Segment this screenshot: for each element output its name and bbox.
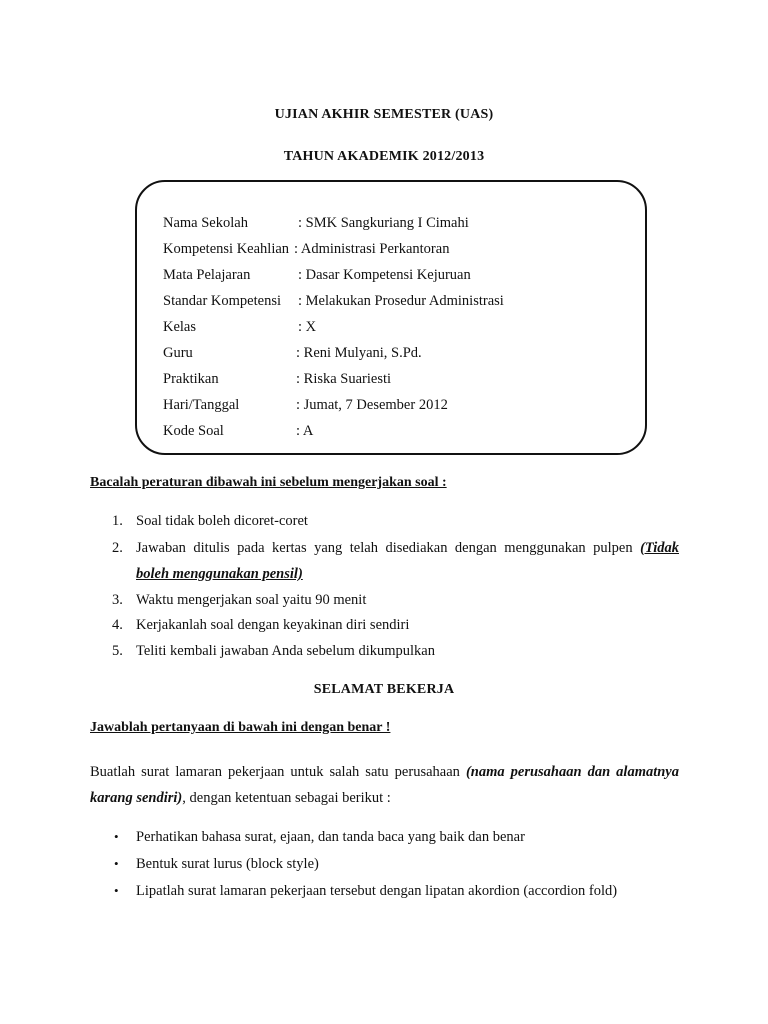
rule-number: 4. bbox=[112, 617, 123, 633]
requirement-item bbox=[0, 881, 768, 901]
rule-number: 2. bbox=[112, 540, 123, 556]
bullet-icon: • bbox=[114, 856, 119, 871]
info-label: Kode Soal bbox=[163, 423, 224, 439]
rule-text: Soal tidak boleh dicoret-coret bbox=[136, 513, 308, 529]
question-emphasis: (nama perusahaan dan alamatnya bbox=[465, 764, 679, 780]
info-row-standard bbox=[163, 291, 504, 311]
bullet-icon: • bbox=[114, 829, 119, 844]
info-value: : Administrasi Perkantoran bbox=[294, 241, 450, 257]
rule-item bbox=[0, 538, 768, 558]
info-value: : X bbox=[298, 319, 317, 335]
question-paragraph-line2 bbox=[90, 788, 391, 808]
info-row-practitioner bbox=[163, 369, 392, 389]
requirement-item bbox=[0, 827, 768, 847]
info-label: Kompetensi Keahlian bbox=[163, 241, 290, 257]
requirement-text: Lipatlah surat lamaran pekerjaan tersebut dengan lipatan akordion (accordion fold) bbox=[136, 883, 618, 899]
info-value: : Reni Mulyani, S.Pd. bbox=[296, 345, 422, 361]
requirement-text: Bentuk surat lurus (block style) bbox=[136, 856, 319, 872]
info-row-school bbox=[163, 213, 469, 233]
info-value: : A bbox=[296, 423, 314, 439]
closing-text: SELAMAT BEKERJA bbox=[313, 682, 455, 697]
info-value: : Melakukan Prosedur Administrasi bbox=[298, 293, 504, 309]
info-label: Kelas bbox=[163, 319, 197, 335]
info-label: Guru bbox=[163, 345, 193, 361]
info-row-date bbox=[163, 395, 448, 415]
rule-text: Kerjakanlah soal dengan keyakinan diri sendiri bbox=[136, 617, 410, 633]
rule-item-continuation bbox=[136, 564, 303, 584]
rule-number: 3. bbox=[112, 592, 123, 608]
question-text: Buatlah surat lamaran pekerjaan untuk salah satu perusahaan bbox=[90, 764, 460, 780]
info-row-teacher bbox=[163, 343, 422, 363]
question-text: , dengan ketentuan sebagai berikut : bbox=[182, 790, 391, 806]
rule-text: Teliti kembali jawaban Anda sebelum dikumpulkan bbox=[136, 643, 435, 659]
rule-text-main: Jawaban ditulis pada kertas yang telah disediakan dengan menggunakan pulpen bbox=[136, 540, 633, 556]
info-row-code bbox=[163, 421, 314, 441]
exam-title: UJIAN AKHIR SEMESTER (UAS) bbox=[274, 107, 494, 122]
bullet-icon: • bbox=[114, 883, 119, 898]
requirement-item bbox=[0, 854, 768, 874]
requirement-text: Perhatikan bahasa surat, ejaan, dan tanda baca yang baik dan benar bbox=[136, 829, 525, 845]
rules-heading: Bacalah peraturan dibawah ini sebelum mengerjakan soal : bbox=[90, 475, 447, 490]
rule-item bbox=[0, 590, 768, 610]
info-label: Hari/Tanggal bbox=[163, 397, 240, 413]
rule-emphasis: (Tidak bbox=[640, 540, 679, 556]
info-label: Nama Sekolah bbox=[163, 215, 248, 231]
question-heading: Jawablah pertanyaan di bawah ini dengan benar ! bbox=[90, 720, 391, 735]
info-row-subject bbox=[163, 265, 471, 285]
rule-item bbox=[0, 615, 768, 635]
rule-item bbox=[0, 641, 768, 661]
info-label: Mata Pelajaran bbox=[163, 267, 251, 283]
info-row-competency bbox=[163, 239, 450, 259]
info-value: : SMK Sangkuriang I Cimahi bbox=[298, 215, 469, 231]
rule-text: Waktu mengerjakan soal yaitu 90 menit bbox=[136, 592, 367, 608]
question-emphasis: karang sendiri) bbox=[90, 790, 183, 806]
info-value: : Riska Suariesti bbox=[296, 371, 392, 387]
info-label: Standar Kompetensi bbox=[163, 293, 281, 309]
rule-number: 1. bbox=[112, 513, 123, 529]
info-value: : Dasar Kompetensi Kejuruan bbox=[298, 267, 471, 283]
rule-number: 5. bbox=[112, 643, 123, 659]
info-value: : Jumat, 7 Desember 2012 bbox=[296, 397, 448, 413]
question-paragraph-line1 bbox=[90, 762, 679, 782]
info-label: Praktikan bbox=[163, 371, 219, 387]
rule-emphasis: boleh menggunakan pensil) bbox=[136, 566, 303, 582]
info-row-class bbox=[163, 317, 317, 337]
rule-text bbox=[136, 538, 679, 558]
academic-year-title: TAHUN AKADEMIK 2012/2013 bbox=[283, 149, 485, 164]
rule-item bbox=[0, 511, 768, 531]
